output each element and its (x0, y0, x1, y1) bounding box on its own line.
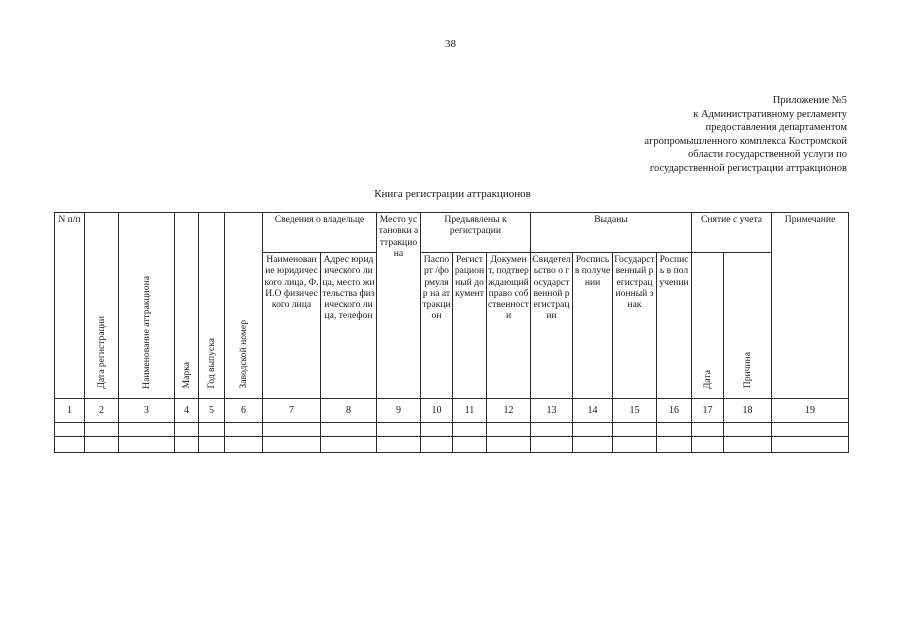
empty-cell[interactable] (453, 437, 487, 453)
appendix-line: Приложение №5 (772, 95, 847, 106)
empty-cell[interactable] (175, 423, 199, 437)
header-brand (175, 213, 199, 399)
appendix-line: области государственной услуги по (687, 149, 847, 161)
header-removal-group: Снятие с учета (692, 213, 772, 253)
header-note: Примечание (772, 213, 849, 399)
column-number: 4 (175, 399, 199, 423)
column-number: 1 (55, 399, 85, 423)
empty-cell[interactable] (225, 423, 263, 437)
column-number: 6 (225, 399, 263, 423)
empty-row (55, 437, 849, 453)
empty-cell[interactable] (692, 423, 724, 437)
empty-row (55, 423, 849, 437)
empty-cell[interactable] (85, 437, 119, 453)
appendix-line: к Административному регламенту (693, 108, 847, 120)
header-registration-date-label: Дата регистрации (95, 316, 107, 389)
empty-cell[interactable] (613, 437, 657, 453)
empty-cell[interactable] (657, 423, 692, 437)
header-signature-receipt-2: Роспись в получении (657, 253, 692, 399)
empty-cell[interactable] (772, 423, 849, 437)
empty-cell[interactable] (421, 423, 453, 437)
column-number: 7 (263, 399, 321, 423)
appendix-line: предоставления департаментом (705, 122, 847, 134)
column-number: 9 (377, 399, 421, 423)
column-number: 16 (657, 399, 692, 423)
header-attraction-name (119, 213, 175, 399)
header-year (199, 213, 225, 399)
appendix-line: агропромышленного комплекса Костромской (644, 135, 847, 147)
header-install-place: Место установки аттракциона (377, 213, 421, 399)
column-number: 14 (573, 399, 613, 423)
empty-cell[interactable] (657, 437, 692, 453)
header-presented-group: Предъявлены к регистрации (421, 213, 531, 253)
header-owner-name: Наименование юридического лица, Ф.И.О физического лица (263, 253, 321, 399)
column-number: 11 (453, 399, 487, 423)
header-registration-document: Регистрационный документ (453, 253, 487, 399)
header-removal-reason-label: Причина (741, 352, 753, 389)
empty-cell[interactable] (321, 423, 377, 437)
header-brand-label: Марка (180, 362, 192, 389)
empty-cell[interactable] (55, 423, 85, 437)
registration-table (54, 212, 849, 453)
empty-cell[interactable] (263, 423, 321, 437)
header-certificate: Свидетельство о государственной регистрации (531, 253, 573, 399)
empty-cell[interactable] (573, 423, 613, 437)
appendix-header (527, 94, 847, 176)
empty-cell[interactable] (55, 437, 85, 453)
empty-cell[interactable] (225, 437, 263, 453)
header-serial-number (225, 213, 263, 399)
empty-cell[interactable] (772, 437, 849, 453)
header-owner-address: Адрес юридического лица, место жительства физического лица, телефон (321, 253, 377, 399)
header-registration-sign: Государственный регистрационный знак (613, 253, 657, 399)
header-year-label: Год выпуска (205, 338, 217, 389)
empty-cell[interactable] (199, 437, 225, 453)
column-number: 19 (772, 399, 849, 423)
header-removal-date (692, 253, 724, 399)
column-number: 12 (487, 399, 531, 423)
page-number: 38 (445, 38, 456, 50)
empty-cell[interactable] (199, 423, 225, 437)
empty-cell[interactable] (377, 437, 421, 453)
header-signature-receipt: Роспись в получении (573, 253, 613, 399)
header-owner-group: Сведения о владельце (263, 213, 377, 253)
empty-cell[interactable] (487, 437, 531, 453)
empty-cell[interactable] (531, 437, 573, 453)
header-serial-number-label: Заводской номер (237, 320, 249, 389)
empty-cell[interactable] (487, 423, 531, 437)
empty-cell[interactable] (453, 423, 487, 437)
empty-cell[interactable] (613, 423, 657, 437)
column-number: 2 (85, 399, 119, 423)
empty-cell[interactable] (724, 423, 772, 437)
column-number: 3 (119, 399, 175, 423)
header-attraction-name-label: Наименование аттракциона (140, 275, 152, 389)
empty-cell[interactable] (724, 437, 772, 453)
empty-cell[interactable] (321, 437, 377, 453)
column-number: 13 (531, 399, 573, 423)
empty-cell[interactable] (263, 437, 321, 453)
header-number: N п/п (55, 213, 85, 399)
header-ownership-document: Документ, подтверждающий право собственности (487, 253, 531, 399)
empty-cell[interactable] (573, 437, 613, 453)
header-issued-group: Выданы (531, 213, 692, 253)
empty-cell[interactable] (119, 437, 175, 453)
header-registration-date (85, 213, 119, 399)
column-numbers-row (55, 399, 849, 423)
empty-cell[interactable] (692, 437, 724, 453)
column-number: 15 (613, 399, 657, 423)
header-removal-date-label: Дата (701, 369, 713, 389)
book-title: Книга регистрации аттракционов (374, 188, 531, 200)
column-number: 18 (724, 399, 772, 423)
empty-cell[interactable] (377, 423, 421, 437)
column-number: 10 (421, 399, 453, 423)
appendix-line: государственной регистрации аттракционов (649, 162, 847, 174)
header-passport: Паспорт /формуляр на аттракцион (421, 253, 453, 399)
empty-cell[interactable] (119, 423, 175, 437)
column-number: 8 (321, 399, 377, 423)
empty-cell[interactable] (421, 437, 453, 453)
empty-cell[interactable] (175, 437, 199, 453)
header-removal-reason (724, 253, 772, 399)
column-number: 17 (692, 399, 724, 423)
column-number: 5 (199, 399, 225, 423)
empty-cell[interactable] (531, 423, 573, 437)
empty-cell[interactable] (85, 423, 119, 437)
